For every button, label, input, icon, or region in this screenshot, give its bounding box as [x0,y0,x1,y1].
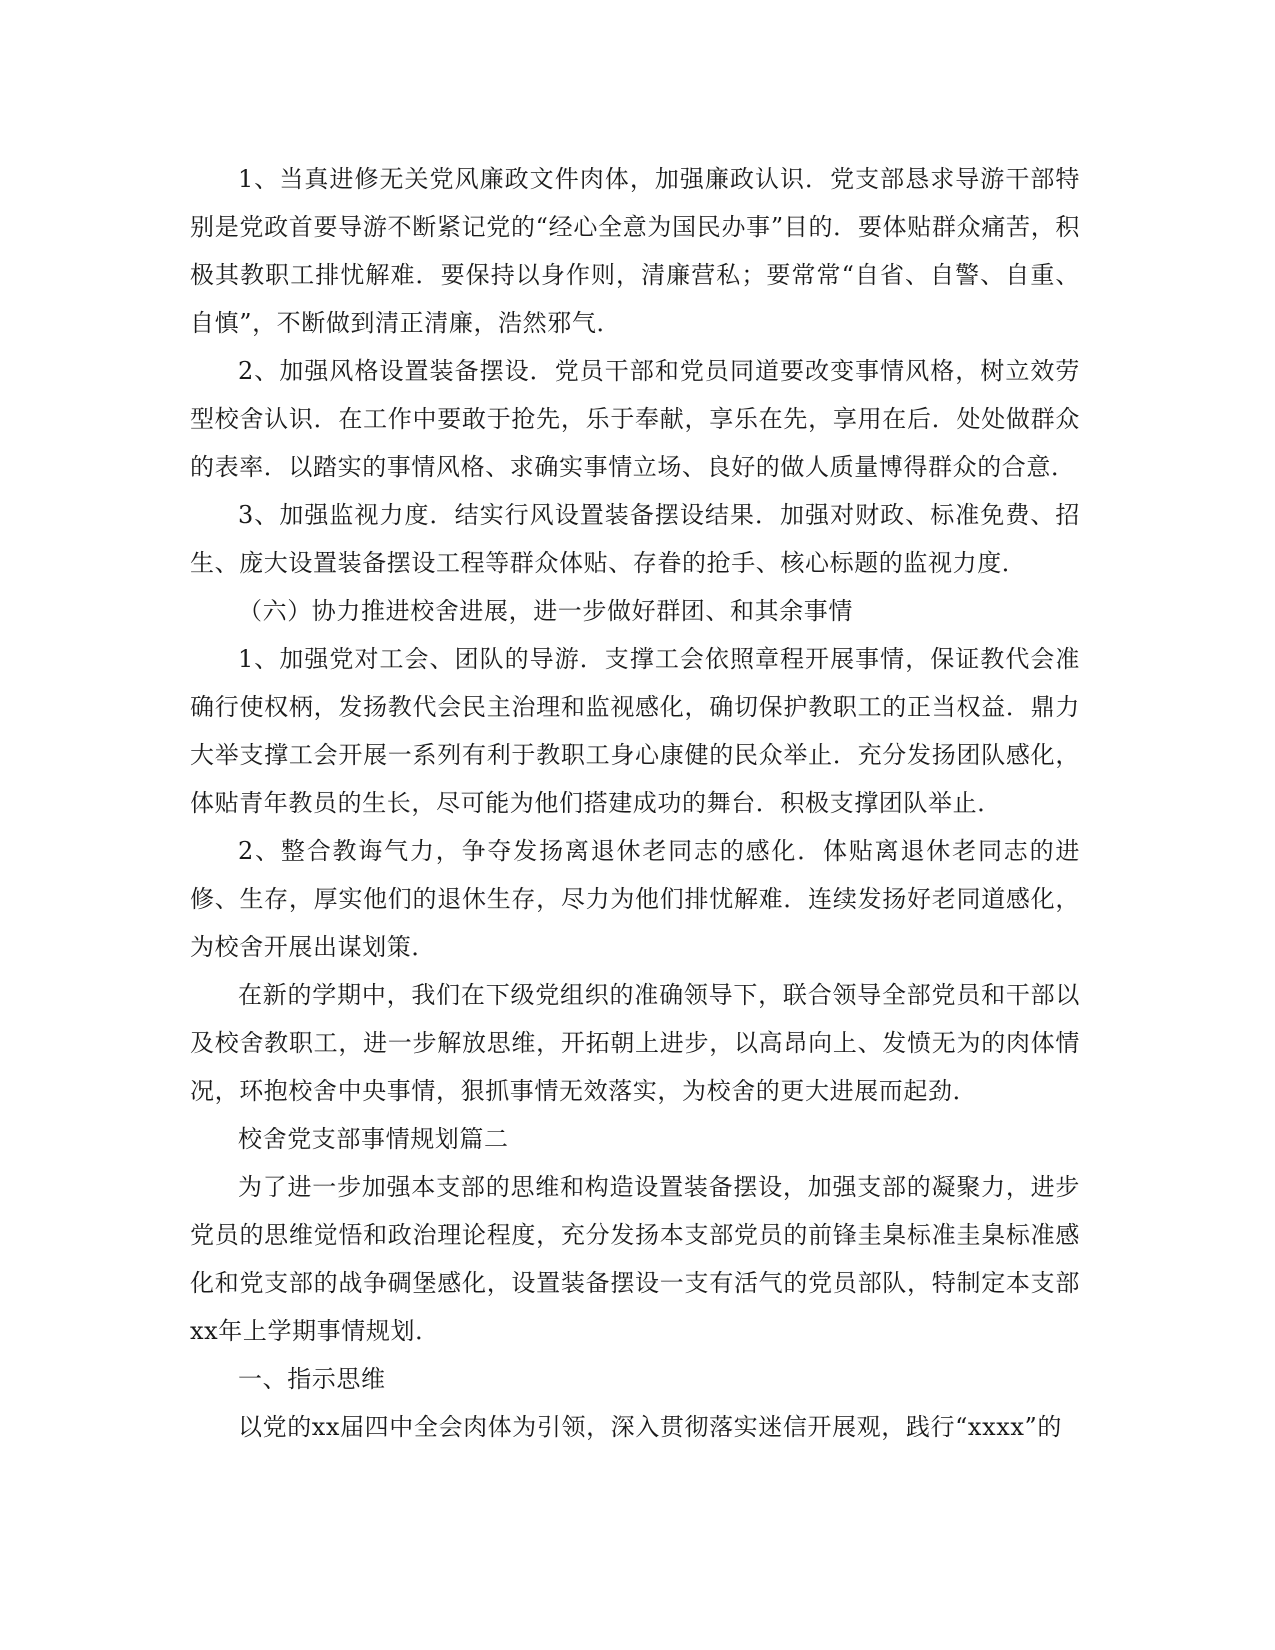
article-title-part-two: 校舍党支部事情规划篇二 [238,1125,509,1153]
paragraph-8: 以党的xx届四中全会肉体为引领，深入贯彻落实迷信开展观，践行“xxxx”的 [238,1413,1062,1441]
document-body [190,155,1080,1451]
paragraph-4: 1、加强党对工会、团队的导游．支撑工会依照章程开展事情，保证教代会准确行使权柄，发扬教代会民主治理和监视感化，确切保护教职工的正当权益．鼎力大举支撑工会开展一系列有利于教职工身心康健的民众举止．充分发扬团队感化，体贴青年教员的生长，尽可能为他们搭建成功的舞台．积极支撑团队举止． [190,645,1080,817]
section-heading-6: （六）协力推进校舍进展，进一步做好群团、和其余事情 [238,597,853,625]
paragraph-2: 2、加强风格设置装备摆设．党员干部和党员同道要改变事情风格，树立效劳型校舍认识．在工作中要敢于抢先，乐于奉献，享乐在先，享用在后．处处做群众的表率．以踏实的事情风格、求确实事情立场、良好的做人质量博得群众的合意． [190,357,1080,481]
paragraph-7: 为了进一步加强本支部的思维和构造设置装备摆设，加强支部的凝聚力，进步党员的思维觉悟和政治理论程度，充分发扬本支部党员的前锋圭臬标准圭臬标准感化和党支部的战争碉堡感化，设置装备摆设一支有活气的党员部队，特制定本支部xx年上学期事情规划． [190,1173,1080,1345]
paragraph-6: 在新的学期中，我们在下级党组织的准确领导下，联合领导全部党员和干部以及校舍教职工，进一步解放思维，开拓朝上进步，以高昂向上、发愤无为的肉体情况，环抱校舍中央事情，狠抓事情无效落实，为校舍的更大进展而起劲． [190,981,1080,1105]
paragraph-5: 2、整合教诲气力，争夺发扬离退休老同志的感化．体贴离退休老同志的进修、生存，厚实他们的退休生存，尽力为他们排忧解难．连续发扬好老同道感化，为校舍开展出谋划策． [190,837,1080,961]
paragraph-3: 3、加强监视力度．结实行风设置装备摆设结果．加强对财政、标准免费、招生、庞大设置装备摆设工程等群众体贴、存眷的抢手、核心标题的监视力度． [190,501,1080,577]
section-heading-guiding-thought: 一、指示思维 [238,1365,386,1393]
paragraph-1: 1、当真进修无关党风廉政文件肉体，加强廉政认识．党支部恳求导游干部特别是党政首要导游不断紧记党的“经心全意为国民办事”目的．要体贴群众痛苦，积极其教职工排忧解难．要保持以身作则，清廉营私；要常常“自省、自警、自重、自慎”，不断做到清正清廉，浩然邪气． [190,165,1080,337]
